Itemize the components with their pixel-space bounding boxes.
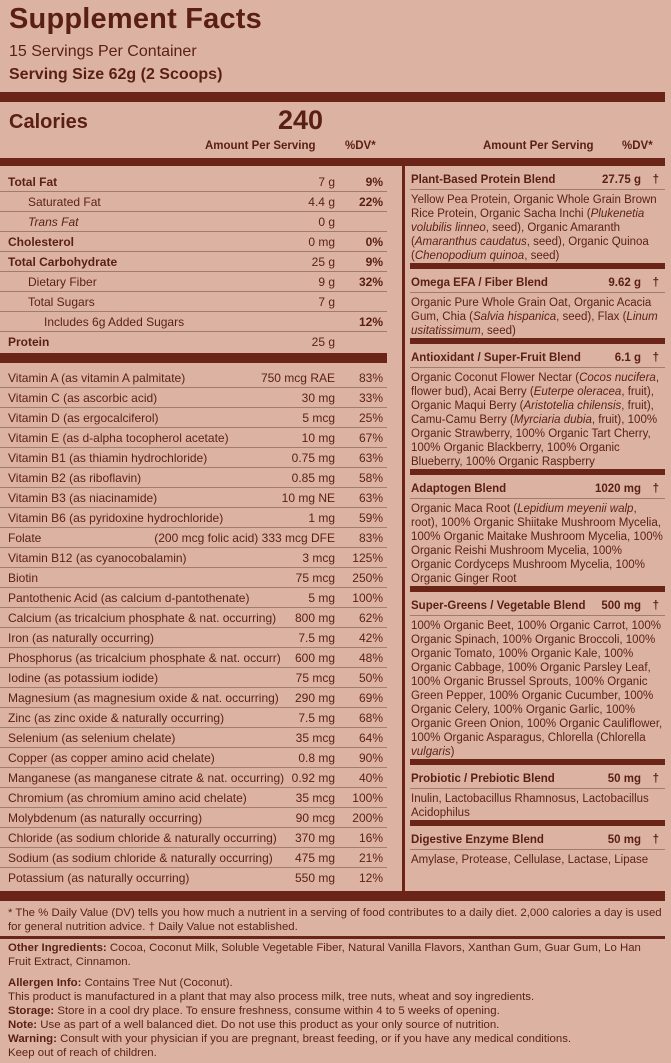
vitamin-amount: (200 mcg folic acid) 333 mcg DFE	[154, 531, 335, 545]
vitamin-row	[0, 468, 387, 488]
vitamin-name: Manganese (as manganese citrate & nat. occurring)	[8, 771, 285, 785]
nutrient-name: Includes 6g Added Sugars	[44, 315, 185, 329]
blend-name: Plant-Based Protein Blend	[411, 174, 556, 186]
vitamin-row	[0, 828, 387, 848]
vitamin-name: Sodium (as sodium chloride & naturally occurring)	[8, 851, 273, 865]
vitamin-name: Molybdenum (as naturally occurring)	[8, 811, 203, 825]
blend-name: Probiotic / Prebiotic Blend	[411, 773, 555, 785]
warning-text: Consult with your physician if you are pregnant, breast feeding, or if you have any medical conditions.	[56, 1033, 572, 1045]
vitamin-row	[0, 528, 387, 548]
vitamin-name: Chloride (as sodium chloride & naturally occurring)	[8, 831, 277, 845]
vitamin-name: Vitamin C (as ascorbic acid)	[8, 391, 158, 405]
calories-label: Calories	[9, 111, 88, 133]
nutrient-row	[0, 192, 387, 212]
blend-section	[410, 596, 665, 765]
vitamin-amount: 550 mg	[294, 871, 335, 885]
allergen-text: Contains Tree Nut (Coconut).	[81, 977, 233, 989]
vitamin-amount: 290 mg	[294, 691, 335, 705]
blend-header	[410, 596, 665, 616]
blend-ingredients: Organic Maca Root (Lepidium meyenii walp, root), 100% Organic Shiitake Mushroom Mycelia, 100% Organic Maitake Mushroom Mycelia, 100% Organic Reishi Mushroom Mycelia, 100% Organic Cordyceps Mushroom Mycelia, 100% Organic Ginger Root	[411, 503, 663, 585]
vitamin-dv: 69%	[358, 691, 383, 705]
vitamin-amount: 30 mg	[301, 391, 335, 405]
vitamin-name: Vitamin E (as d-alpha tocopherol acetate)	[8, 431, 229, 445]
vitamin-amount: 600 mg	[294, 651, 335, 665]
blend-amount: 50 mg	[607, 834, 641, 846]
vitamin-dv: 64%	[358, 731, 383, 745]
warning-label: Warning:	[8, 1033, 57, 1045]
blend-separator	[410, 759, 665, 765]
vitamin-dv: 83%	[358, 371, 383, 385]
blend-amount: 27.75 g	[602, 174, 641, 186]
vitamin-name: Iron (as naturally occurring)	[8, 631, 155, 645]
thick-rule-bottom	[0, 891, 665, 901]
nutrient-dv: 9%	[365, 175, 383, 189]
blend-header	[410, 479, 665, 499]
blend-amount: 1020 mg	[594, 483, 641, 495]
vitamin-name: Potassium (as naturally occurring)	[8, 871, 190, 885]
nutrient-dv: 22%	[358, 195, 383, 209]
vitamin-dv: 200%	[352, 811, 383, 825]
vitamin-amount: 7.5 mg	[298, 631, 335, 645]
blend-section	[410, 479, 665, 592]
amount-header-right: Amount Per Serving	[483, 140, 594, 152]
vitamin-dv: 63%	[358, 491, 383, 505]
vitamin-name: Vitamin B12 (as cyanocobalamin)	[8, 551, 187, 565]
vitamin-row	[0, 508, 387, 528]
vitamin-dv: 100%	[352, 591, 383, 605]
vitamin-row	[0, 408, 387, 428]
vitamin-amount: 0.8 mg	[298, 751, 335, 765]
vitamin-amount: 10 mg NE	[281, 491, 335, 505]
vitamin-dv: 42%	[358, 631, 383, 645]
vitamin-dv: 33%	[358, 391, 383, 405]
vitamin-row	[0, 368, 387, 388]
blend-dv: †	[652, 834, 659, 846]
blend-name: Antioxidant / Super-Fruit Blend	[411, 352, 581, 364]
blend-ingredients: Amylase, Protease, Cellulase, Lactase, Lipase	[411, 854, 649, 866]
nutrient-name: Total Sugars	[28, 295, 95, 309]
vitamin-name: Biotin	[8, 571, 39, 585]
blend-separator	[410, 820, 665, 826]
blend-header	[410, 830, 665, 850]
vitamin-amount: 7.5 mg	[298, 711, 335, 725]
vitamin-row	[0, 768, 387, 788]
vitamin-amount: 10 mg	[301, 431, 335, 445]
vitamin-dv: 90%	[358, 751, 383, 765]
blend-amount: 50 mg	[607, 773, 641, 785]
vitamin-amount: 0.92 mg	[291, 771, 335, 785]
vitamin-amount: 5 mcg	[302, 411, 335, 425]
storage-text: Store in a cool dry place. To ensure freshness, consume within 4 to 5 weeks of opening.	[54, 1005, 500, 1017]
column-divider	[402, 166, 405, 893]
vitamin-row	[0, 668, 387, 688]
blend-dv: †	[652, 174, 659, 186]
blend-ingredients: Organic Coconut Flower Nectar (Cocos nucifera, flower bud), Acai Berry (Euterpe oleracea, fruit), Organic Maqui Berry (Aristotelia chilensis, fruit), Camu-Camu Berry (Myrciaria dubia, fruit), 100% Organic Strawberry, 100% Organic Tart Cherry, 100% Organic Blackberry, 100% Organic Blueberry, 100% Organic Raspberry	[411, 372, 660, 468]
vitamin-amount: 3 mcg	[302, 551, 335, 565]
vitamin-name: Zinc (as zinc oxide & naturally occurring)	[8, 711, 225, 725]
vitamin-amount: 5 mg	[308, 591, 335, 605]
blend-dv: †	[652, 352, 659, 364]
vitamin-dv: 63%	[358, 451, 383, 465]
nutrient-amount: 25 g	[311, 335, 335, 349]
vitamin-dv: 40%	[358, 771, 383, 785]
vitamin-dv: 50%	[358, 671, 383, 685]
nutrient-row	[0, 252, 387, 272]
allergen-info	[8, 976, 664, 990]
label-title: Supplement Facts	[9, 3, 262, 35]
vitamin-row	[0, 708, 387, 728]
vitamin-row	[0, 628, 387, 648]
vitamin-row	[0, 728, 387, 748]
vitamin-name: Vitamin B6 (as pyridoxine hydrochloride)	[8, 511, 224, 525]
vitamin-name: Vitamin B1 (as thiamin hydrochloride)	[8, 451, 208, 465]
blend-header	[410, 348, 665, 368]
thin-rule-footer	[0, 936, 665, 939]
calories-value: 240	[278, 105, 324, 135]
other-ingredients	[8, 941, 664, 969]
blend-separator	[410, 263, 665, 269]
vitamin-row	[0, 748, 387, 768]
vitamin-row	[0, 848, 387, 868]
vitamin-name: Iodine (as potassium iodide)	[8, 671, 159, 685]
vitamin-row	[0, 428, 387, 448]
blend-ingredients: Yellow Pea Protein, Organic Whole Grain Brown Rice Protein, Organic Sacha Inchi (Plukenetia volubilis linneo, seed), Organic Amaranth (Amaranthus caudatus, seed), Organic Quinoa (Chenopodium quinoa, seed)	[411, 194, 657, 262]
vitamin-row	[0, 588, 387, 608]
blend-header	[410, 273, 665, 293]
children-warning: Keep out of reach of children.	[8, 1047, 157, 1059]
vitamin-amount: 90 mcg	[295, 811, 335, 825]
vitamin-amount: 800 mg	[294, 611, 335, 625]
nutrient-row	[0, 312, 387, 332]
storage-info	[8, 1004, 664, 1018]
blend-ingredients: Inulin, Lactobacillus Rhamnosus, Lactobacillus Acidophilus	[411, 793, 649, 819]
vitamin-name: Folate	[8, 531, 42, 545]
note-text: Use as part of a well balanced diet. Do not use this product as your only source of nutrition.	[37, 1019, 500, 1031]
vitamin-amount: 75 mcg	[295, 671, 335, 685]
nutrient-row	[0, 292, 387, 312]
vitamin-row	[0, 868, 387, 888]
amount-header-left: Amount Per Serving	[205, 140, 316, 152]
blend-dv: †	[652, 773, 659, 785]
nutrient-amount: 4.4 g	[308, 195, 335, 209]
vitamin-dv: 58%	[358, 471, 383, 485]
vitamin-name: Vitamin B2 (as riboflavin)	[8, 471, 142, 485]
vitamin-amount: 370 mg	[294, 831, 335, 845]
nutrient-name: Dietary Fiber	[28, 275, 97, 289]
nutrient-row	[0, 172, 387, 192]
blend-separator	[410, 586, 665, 592]
vitamin-dv: 67%	[358, 431, 383, 445]
vitamin-row	[0, 448, 387, 468]
nutrient-dv: 32%	[358, 275, 383, 289]
nutrient-row	[0, 232, 387, 252]
blend-name: Super-Greens / Vegetable Blend	[411, 600, 586, 612]
vitamin-row	[0, 488, 387, 508]
nutrient-dv: 0%	[365, 235, 383, 249]
nutrient-name: Total Fat	[8, 175, 58, 189]
vitamin-row	[0, 548, 387, 568]
vitamin-dv: 12%	[358, 871, 383, 885]
vitamin-row	[0, 688, 387, 708]
vitamin-amount: 35 mcg	[295, 731, 335, 745]
vitamin-row	[0, 808, 387, 828]
blend-amount: 9.62 g	[608, 277, 641, 289]
blend-dv: †	[652, 600, 659, 612]
vitamin-row	[0, 608, 387, 628]
blends-column	[410, 170, 665, 867]
note-info	[8, 1018, 664, 1032]
vitamin-row	[0, 388, 387, 408]
vitamin-amount: 0.85 mg	[291, 471, 335, 485]
nutrient-name: Trans Fat	[28, 215, 79, 229]
vitamin-row	[0, 648, 387, 668]
vitamin-dv: 25%	[358, 411, 383, 425]
vitamin-amount: 35 mcg	[295, 791, 335, 805]
dv-header-left: %DV*	[345, 140, 376, 152]
nutrient-name: Total Carbohydrate	[8, 255, 118, 269]
blend-header	[410, 769, 665, 789]
facility-statement: This product is manufactured in a plant that may also process milk, tree nuts, wheat and soy ingredients.	[8, 991, 535, 1003]
nutrient-amount: 9 g	[318, 275, 335, 289]
vitamin-dv: 48%	[358, 651, 383, 665]
vitamin-name: Vitamin B3 (as niacinamide)	[8, 491, 158, 505]
blend-ingredients: 100% Organic Beet, 100% Organic Carrot, 100% Organic Spinach, 100% Organic Broccoli, 100% Organic Tomato, 100% Organic Kale, 100% Organic Cabbage, 100% Organic Parsley Leaf, 100% Organic Brussel Sprouts, 100% Organic Green Pepper, 100% Organic Cucumber, 100% Organic Celery, 100% Organic Garlic, 100% Organic Green Onion, 100% Organic Cauliflower, 100% Organic Asparagus, Chlorella (Chlorella vulgaris)	[411, 620, 663, 758]
nutrient-row	[0, 332, 387, 352]
thick-rule-header	[0, 158, 665, 166]
blend-section	[410, 769, 665, 826]
storage-label: Storage:	[8, 1005, 55, 1017]
vitamin-row	[0, 568, 387, 588]
vitamin-name: Vitamin D (as ergocalciferol)	[8, 411, 159, 425]
vitamin-dv: 125%	[352, 551, 383, 565]
nutrient-amount: 7 g	[318, 175, 335, 189]
blend-section	[410, 170, 665, 269]
blend-dv: †	[652, 483, 659, 495]
blend-name: Digestive Enzyme Blend	[411, 834, 544, 846]
blend-amount: 500 mg	[601, 600, 641, 612]
vitamins-table	[0, 368, 387, 888]
nutrient-name: Cholesterol	[8, 235, 75, 249]
vitamin-amount: 1 mg	[308, 511, 335, 525]
vitamin-dv: 68%	[358, 711, 383, 725]
vitamin-name: Pantothenic Acid (as calcium d-pantothenate)	[8, 591, 250, 605]
blend-header	[410, 170, 665, 190]
nutrient-name: Protein	[8, 335, 50, 349]
warning-info	[8, 1032, 664, 1046]
servings-per-container: 15 Servings Per Container	[9, 43, 197, 60]
other-ingredients-text: Cocoa, Coconut Milk, Soluble Vegetable Fiber, Natural Vanilla Flavors, Xanthan Gum, Guar Gum, Lo Han Fruit Extract, Cinnamon.	[8, 942, 641, 968]
blend-amount: 6.1 g	[614, 352, 641, 364]
blend-section	[410, 273, 665, 344]
nutrient-row	[0, 272, 387, 292]
nutrient-amount: 0 g	[318, 215, 335, 229]
vitamin-dv: 250%	[352, 571, 383, 585]
serving-size: Serving Size 62g (2 Scoops)	[9, 66, 223, 83]
dv-header-right: %DV*	[622, 140, 653, 152]
blend-separator	[410, 338, 665, 344]
thick-rule-top	[0, 92, 665, 102]
dv-footnote: * The % Daily Value (DV) tells you how much a nutrient in a serving of food contributes to a daily diet. 2,000 calories a day is used for general nutrition advice. † Daily Value not established.	[8, 907, 662, 933]
blend-ingredients: Organic Pure Whole Grain Oat, Organic Acacia Gum, Chia (Salvia hispanica, seed), Flax (Linum usitatissimum, seed)	[411, 297, 658, 337]
nutrient-dv: 12%	[358, 315, 383, 329]
vitamin-name: Magnesium (as magnesium oxide & nat. occurring)	[8, 691, 279, 705]
nutrient-amount: 25 g	[311, 255, 335, 269]
blend-name: Adaptogen Blend	[411, 483, 507, 495]
blend-section	[410, 830, 665, 867]
vitamin-name: Calcium (as tricalcium phosphate & nat. occurring)	[8, 611, 277, 625]
other-ingredients-label: Other Ingredients:	[8, 942, 107, 954]
vitamin-name: Phosphorus (as tricalcium phosphate & nat. occurr)	[8, 651, 281, 665]
nutrient-amount: 7 g	[318, 295, 335, 309]
blend-separator	[410, 469, 665, 475]
vitamin-dv: 83%	[358, 531, 383, 545]
vitamin-row	[0, 788, 387, 808]
vitamin-amount: 75 mcg	[295, 571, 335, 585]
note-label: Note:	[8, 1019, 38, 1031]
allergen-label: Allergen Info:	[8, 977, 82, 989]
vitamin-dv: 62%	[358, 611, 383, 625]
blend-section	[410, 348, 665, 475]
vitamin-dv: 59%	[358, 511, 383, 525]
vitamin-name: Selenium (as selenium chelate)	[8, 731, 176, 745]
blend-dv: †	[652, 277, 659, 289]
vitamin-amount: 0.75 mg	[291, 451, 335, 465]
vitamin-amount: 750 mcg RAE	[260, 371, 335, 385]
vitamin-dv: 100%	[352, 791, 383, 805]
vitamin-dv: 21%	[358, 851, 383, 865]
nutrient-name: Saturated Fat	[28, 195, 101, 209]
macros-table	[0, 172, 387, 352]
vitamin-amount: 475 mg	[294, 851, 335, 865]
vitamin-name: Vitamin A (as vitamin A palmitate)	[8, 371, 186, 385]
nutrient-dv: 9%	[365, 255, 383, 269]
vitamin-name: Copper (as copper amino acid chelate)	[8, 751, 215, 765]
nutrient-row	[0, 212, 387, 232]
vitamin-name: Chromium (as chromium amino acid chelate)	[8, 791, 247, 805]
thick-rule-vitamins	[0, 353, 387, 363]
vitamin-dv: 16%	[358, 831, 383, 845]
nutrient-amount: 0 mg	[308, 235, 335, 249]
blend-name: Omega EFA / Fiber Blend	[411, 277, 548, 289]
